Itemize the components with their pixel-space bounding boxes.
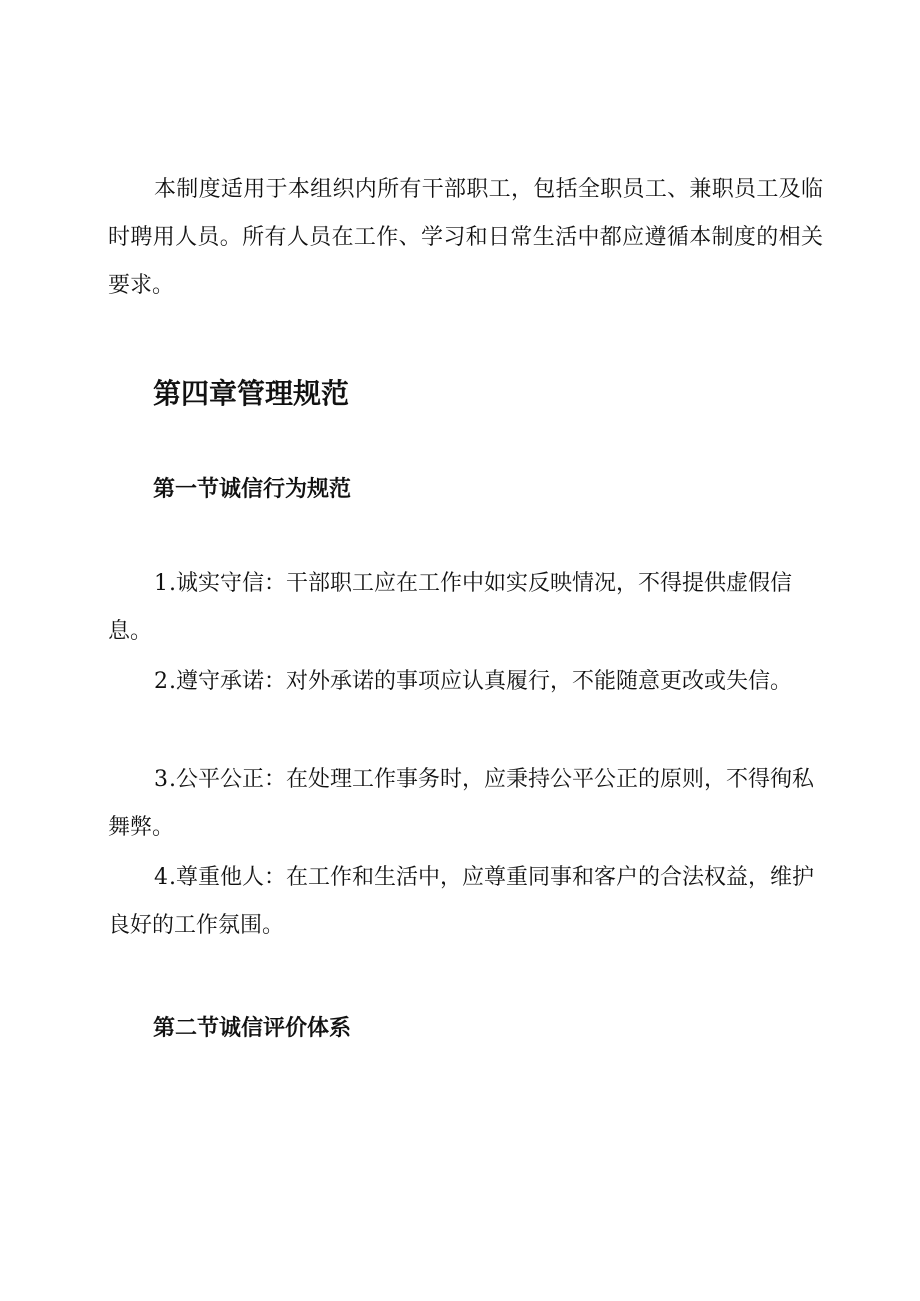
list-item xyxy=(108,854,823,950)
chapter-title: 第四章管理规范 xyxy=(153,377,350,410)
section-title-2: 第二节诚信评价体系 xyxy=(153,1016,352,1041)
section-title-1: 第一节诚信行为规范 xyxy=(153,477,352,502)
list-item xyxy=(108,560,823,656)
list-item xyxy=(108,756,823,852)
intro-paragraph: 本制度适用于本组织内所有干部职工，包括全职员工、兼职员工及临时聘用人员。所有人员在工作、学习和日常生活中都应遵循本制度的相关要求。 xyxy=(108,177,823,298)
item-number: 4 xyxy=(154,865,169,890)
item-text: .公平公正：在处理工作事务时，应秉持公平公正的原则，不得徇私舞弊。 xyxy=(108,767,814,840)
item-text: .诚实守信：干部职工应在工作中如实反映情况，不得提供虚假信息。 xyxy=(108,571,792,644)
item-text: .遵守承诺：对外承诺的事项应认真履行，不能随意更改或失信。 xyxy=(169,669,792,694)
item-number: 1 xyxy=(154,571,169,596)
item-text: .尊重他人：在工作和生活中，应尊重同事和客户的合法权益，维护良好的工作氛围。 xyxy=(108,865,814,938)
item-number: 2 xyxy=(154,669,169,694)
list-item xyxy=(108,658,823,706)
item-number: 3 xyxy=(154,767,169,792)
